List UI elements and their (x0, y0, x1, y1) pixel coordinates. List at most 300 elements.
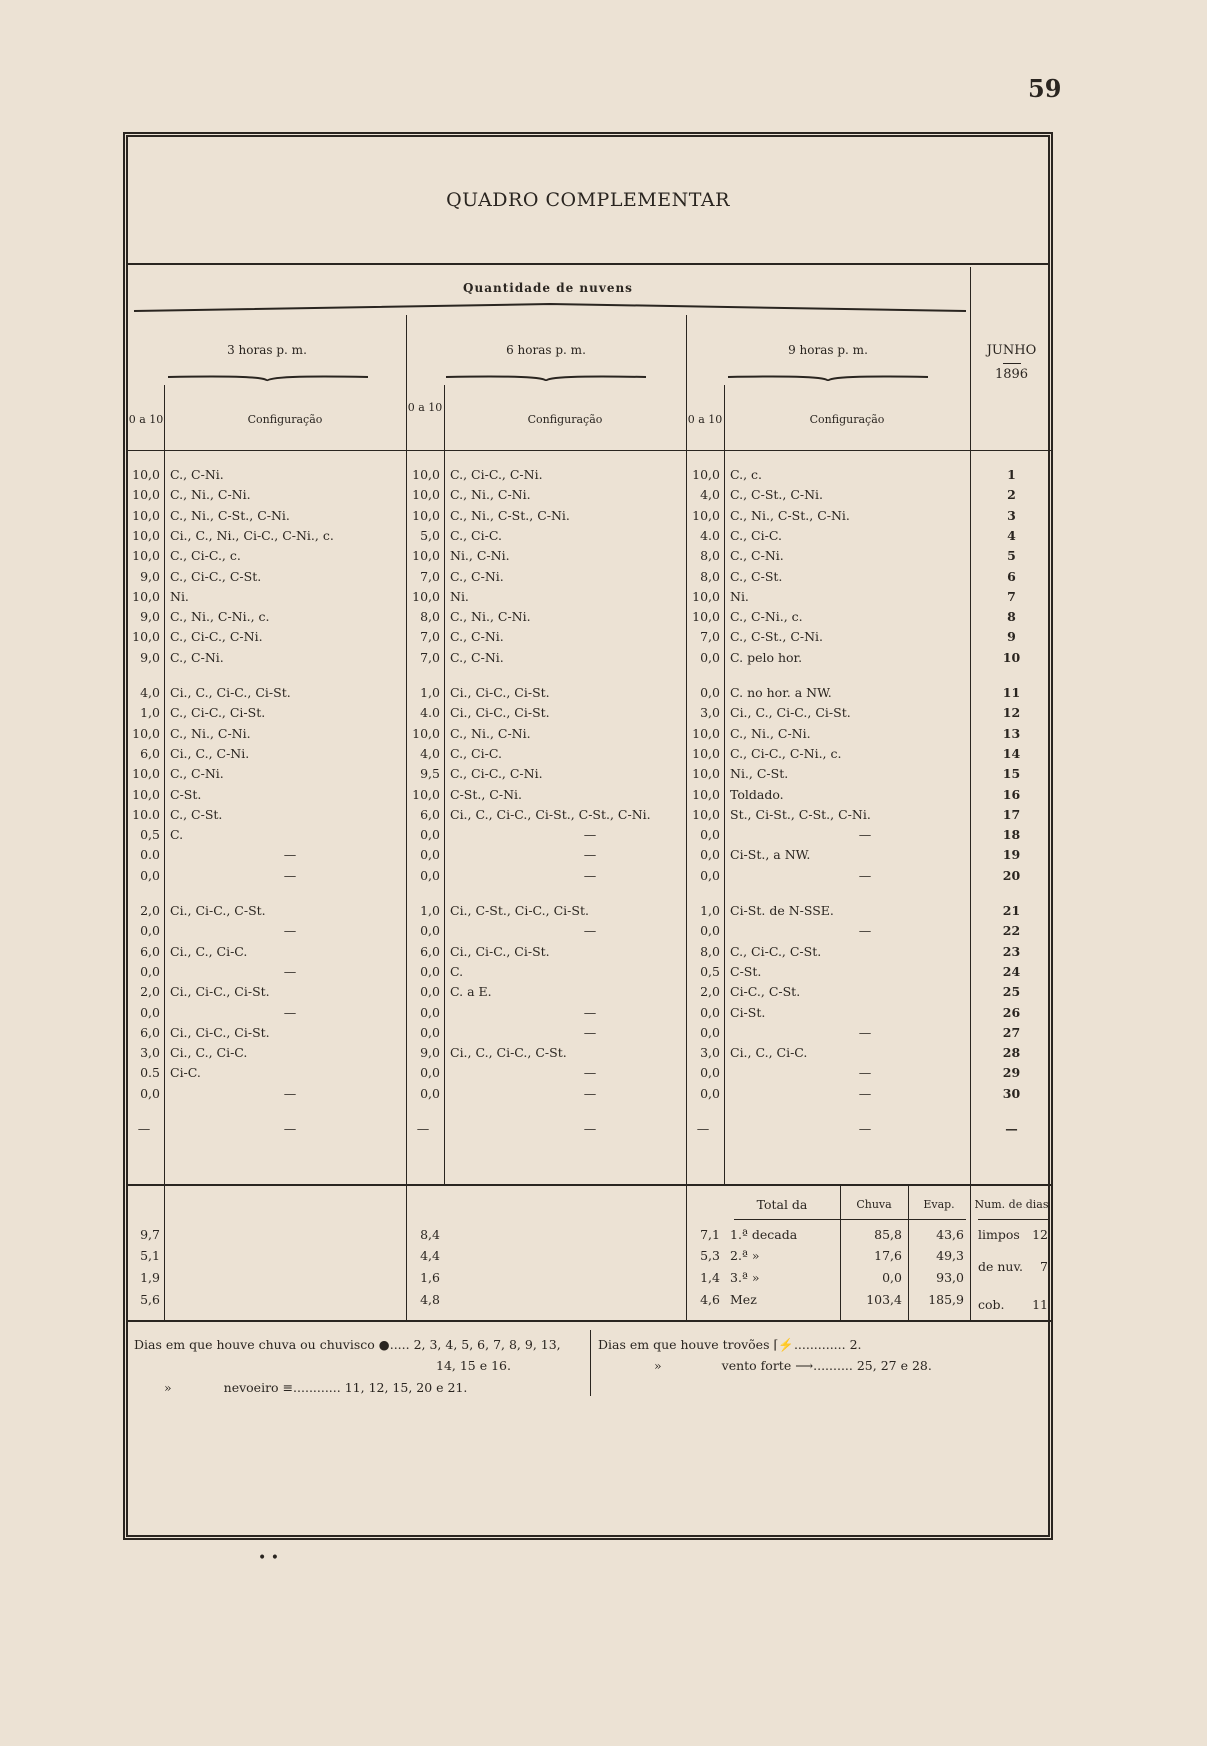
wind-symbol-icon: ⟶ (795, 1358, 814, 1373)
fog-symbol-icon: ≡ (282, 1380, 294, 1395)
cell-6pm-config: Ci., Ci-C., Ci-St. (450, 705, 550, 721)
cell-3pm-value: 2,0 (140, 984, 160, 1000)
cell-6pm-config: C., Ci-C., C-Ni. (450, 766, 543, 782)
cell-9pm-value: 0,0 (700, 827, 720, 843)
cell-6pm-value: 0,0 (420, 963, 440, 979)
summary-9pm: 7,1 (700, 1227, 720, 1242)
cell-6pm-config: — (583, 1004, 597, 1020)
cell-6pm-config: C., C-Ni. (450, 568, 504, 584)
body-sep-3 (444, 450, 445, 1184)
cell-6pm-value: 10,0 (412, 588, 440, 604)
cell-9pm-config: Toldado. (730, 786, 784, 802)
cell-6pm-value: 0,0 (420, 1004, 440, 1020)
cell-9pm-value: 0,0 (700, 1065, 720, 1081)
cell-3pm-config: — (283, 867, 297, 883)
cell-3pm-config: C., Ci-C., C-Ni. (170, 629, 263, 645)
cell-6pm-config: C., C-Ni. (450, 649, 504, 665)
summary-6pm: 8,4 (420, 1227, 440, 1242)
evap-label: Evap. (923, 1198, 955, 1211)
cell-9pm-config: C., Ci-C. (730, 527, 782, 543)
cell-6pm-value: 0,0 (420, 984, 440, 1000)
dias-cob-value: 11 (1032, 1297, 1048, 1312)
cell-3pm-config: Ci., C., Ci-C., Ci-St. (170, 685, 291, 700)
bottom-dots: • • (258, 1550, 279, 1566)
cell-day: 9 (1007, 629, 1016, 645)
cell-6pm-value: 0,0 (420, 1065, 440, 1081)
nevoeiro-leader: ............ (293, 1380, 341, 1395)
cell-9pm-config: C., Ci-C., C-Ni., c. (730, 745, 842, 761)
cell-9pm-config: — (858, 1121, 872, 1136)
cell-day: 6 (1007, 568, 1016, 584)
cell-3pm-value: 9,0 (140, 568, 160, 584)
cell-3pm-config: C-St. (170, 786, 202, 802)
cell-3pm-config: C., C-Ni. (170, 766, 224, 782)
cell-6pm-config: — (583, 827, 597, 843)
cell-6pm-value: 0,0 (420, 1024, 440, 1040)
year-label: 1896 (994, 367, 1029, 382)
cell-9pm-value: 3,0 (700, 705, 720, 721)
cell-6pm-value: 7,0 (420, 568, 440, 584)
cell-9pm-config: C. no hor. a NW. (730, 685, 832, 700)
cell-9pm-config: C., C-Ni., c. (730, 609, 803, 625)
summary-6pm: 4,4 (420, 1248, 440, 1263)
cell-day: 28 (1002, 1045, 1021, 1061)
month-year-rule (1003, 363, 1021, 364)
cell-6pm-config: C., Ci-C., C-Ni. (450, 467, 543, 482)
numdias-label: Num. de dias (974, 1198, 1049, 1211)
cell-3pm-config: C., C-Ni. (170, 649, 224, 665)
cell-day: 25 (1002, 984, 1021, 1000)
cell-6pm-config: — (583, 1024, 597, 1040)
cell-day: 23 (1002, 943, 1021, 959)
dias-nuv-label: de nuv. (978, 1259, 1024, 1274)
cell-3pm-config: C., Ni., C-Ni. (170, 725, 251, 741)
summary-bottom-rule (128, 1320, 1053, 1322)
cell-9pm-config: Ci-C., C-St. (730, 984, 801, 1000)
cell-3pm-value: 2,0 (140, 903, 160, 918)
cell-6pm-value: 10,0 (412, 467, 440, 482)
cell-9pm-value: 4,0 (700, 487, 720, 503)
cell-6pm-value: 0,0 (420, 923, 440, 939)
cell-day: 22 (1002, 923, 1021, 939)
cell-9pm-config: C., Ci-C., C-St. (730, 943, 822, 959)
cell-6pm-value: 10,0 (412, 548, 440, 564)
cell-6pm-config: C., Ni., C-Ni. (450, 487, 531, 503)
cell-3pm-config: Ci., Ci-C., C-St. (170, 903, 266, 918)
cell-day: 7 (1007, 588, 1016, 604)
summary-9pm: 5,3 (700, 1248, 720, 1263)
cell-9pm-value: 10,0 (692, 725, 720, 741)
summary-top-rule (128, 1184, 1053, 1186)
cell-3pm-config: Ci., Ci-C., Ci-St. (170, 984, 270, 1000)
dias-limpos-value: 12 (1032, 1227, 1048, 1242)
body-sep-1 (164, 450, 165, 1320)
vento-leader: .......... (813, 1358, 853, 1373)
cell-9pm-value: 7,0 (700, 629, 720, 645)
cell-3pm-config: Ni. (170, 588, 189, 604)
col-c-scale: 0 a 10 (687, 413, 723, 426)
cell-3pm-value: 10,0 (132, 588, 160, 604)
summary-period: 3.ª » (730, 1270, 760, 1285)
cell-9pm-value: 10,0 (692, 507, 720, 523)
cell-3pm-value: 6,0 (140, 943, 160, 959)
col-b-scale: 0 a 10 (407, 401, 443, 414)
vento-label: vento forte (721, 1358, 792, 1373)
dias-nuv-value: 7 (1040, 1259, 1048, 1274)
summary-evap: 49,3 (936, 1248, 964, 1263)
cell-3pm-config: Ci., C., Ci-C. (170, 943, 248, 959)
cell-6pm-config: — (583, 1065, 597, 1081)
nevoeiro-days: 11, 12, 15, 20 e 21. (344, 1380, 468, 1395)
footer-chuva-days-1: 2, 3, 4, 5, 6, 7, 8, 9, 13, (413, 1337, 561, 1352)
cell-9pm-value: 8,0 (700, 568, 720, 584)
group-header: Quantidade de nuvens (463, 281, 633, 295)
cell-6pm-value: 10,0 (412, 507, 440, 523)
cell-day: 30 (1002, 1085, 1021, 1101)
cell-3pm-value: 10,0 (132, 629, 160, 645)
cell-3pm-value: 1,0 (140, 705, 160, 721)
cell-3pm-value: 0,0 (140, 867, 160, 883)
cell-6pm-config: C., Ci-C. (450, 527, 502, 543)
cell-9pm-config: — (858, 1024, 872, 1040)
cell-day: 11 (1002, 685, 1021, 700)
cell-6pm-config: C. a E. (450, 984, 492, 1000)
cell-9pm-config: Ci-St., a NW. (730, 847, 811, 863)
trovoes-days: 2. (849, 1337, 862, 1352)
cell-9pm-value: 0,0 (700, 1004, 720, 1020)
cell-3pm-value: 10,0 (132, 467, 160, 482)
total-label: Total da (756, 1197, 808, 1212)
cell-3pm-config: — (283, 847, 297, 863)
cell-6pm-value: 10,0 (412, 725, 440, 741)
cell-6pm-config: — (583, 923, 597, 939)
cell-3pm-value: 10,0 (132, 725, 160, 741)
cell-3pm-value: 10,0 (132, 786, 160, 802)
cell-6pm-value: 1,0 (420, 685, 440, 700)
numdias-rule (978, 1219, 1048, 1220)
cell-6pm-value: 0,0 (420, 847, 440, 863)
summary-evap: 43,6 (936, 1227, 964, 1242)
cell-9pm-value: 8,0 (700, 943, 720, 959)
cell-6pm-value: — (416, 1121, 430, 1136)
cell-3pm-config: Ci., C., Ci-C. (170, 1045, 248, 1061)
cell-9pm-value: 2,0 (700, 984, 720, 1000)
summary-6pm: 4,8 (420, 1292, 440, 1307)
footer-chuva-label: Dias em que houve chuva ou chuvisco (134, 1337, 375, 1352)
body-sep-5 (724, 450, 725, 1184)
cell-6pm-config: Ci., C., Ci-C., C-St. (450, 1045, 567, 1061)
cell-6pm-value: 1,0 (420, 903, 440, 918)
cell-9pm-value: 0,5 (700, 963, 720, 979)
cell-3pm-config: C. (170, 827, 184, 843)
cell-3pm-value: 0,5 (140, 827, 160, 843)
cell-9pm-value: 0,0 (700, 649, 720, 665)
cell-9pm-config: — (858, 1065, 872, 1081)
cell-3pm-config: — (283, 923, 297, 939)
cell-9pm-config: St., Ci-St., C-St., C-Ni. (730, 806, 871, 822)
cell-9pm-config: — (858, 867, 872, 883)
cell-9pm-value: 10,0 (692, 745, 720, 761)
cell-9pm-config: Ni., C-St. (730, 766, 789, 782)
cell-6pm-value: 9,5 (420, 766, 440, 782)
cell-3pm-config: — (283, 963, 297, 979)
cell-3pm-value: 0.0 (140, 847, 160, 863)
cell-3pm-value: 10,0 (132, 548, 160, 564)
cell-3pm-config: C., C-St. (170, 806, 223, 822)
cell-9pm-value: 0,0 (700, 923, 720, 939)
cell-6pm-config: — (583, 1085, 597, 1101)
cell-3pm-value: — (137, 1121, 151, 1136)
rain-symbol-icon: ● (378, 1337, 390, 1352)
cell-3pm-config: C., Ci-C., Ci-St. (170, 705, 266, 721)
summary-9pm: 4,6 (700, 1292, 720, 1307)
cell-6pm-value: 8,0 (420, 609, 440, 625)
cell-3pm-value: 0,0 (140, 1085, 160, 1101)
cell-3pm-value: 6,0 (140, 1024, 160, 1040)
cell-day: 3 (1007, 507, 1016, 523)
summary-period: 1.ª decada (730, 1227, 798, 1242)
cell-3pm-config: C., Ci-C., c. (170, 548, 241, 564)
cell-6pm-config: Ni. (450, 588, 469, 604)
footer-chuva-leader: ..... (389, 1337, 410, 1352)
cell-6pm-config: C., Ni., C-Ni. (450, 609, 531, 625)
footer-chuva (134, 1337, 561, 1352)
nevoeiro-prefix: » (164, 1380, 172, 1395)
cell-3pm-config: — (283, 1085, 297, 1101)
cell-9pm-value: 0,0 (700, 867, 720, 883)
cell-3pm-config: C., Ci-C., C-St. (170, 568, 262, 584)
col-b-config: Configuração (527, 413, 603, 426)
cell-day: 1 (1007, 467, 1016, 482)
cell-6pm-config: Ci., C., Ci-C., Ci-St., C-St., C-Ni. (450, 806, 651, 822)
cell-3pm-config: Ci-C. (170, 1065, 201, 1081)
cell-6pm-value: 10,0 (412, 487, 440, 503)
trovoes-label: Dias em que houve trovões (598, 1337, 770, 1352)
cell-6pm-value: 7,0 (420, 629, 440, 645)
summary-6pm: 1,6 (420, 1270, 440, 1285)
cell-6pm-config: Ci., Ci-C., Ci-St. (450, 943, 550, 959)
cell-6pm-value: 6,0 (420, 943, 440, 959)
cell-3pm-value: 3,0 (140, 1045, 160, 1061)
cell-3pm-value: 10,0 (132, 487, 160, 503)
summary-evap: 185,9 (928, 1292, 964, 1307)
cell-6pm-config: C., Ni., C-Ni. (450, 725, 531, 741)
cell-day: 29 (1002, 1065, 1021, 1081)
vento-prefix: » (654, 1358, 662, 1373)
nevoeiro-label: nevoeiro (223, 1380, 279, 1395)
cell-6pm-value: 9,0 (420, 1045, 440, 1061)
cell-9pm-config: C., Ni., C-Ni. (730, 725, 811, 741)
footer-chuva-days-2: 14, 15 e 16. (436, 1358, 511, 1373)
cell-3pm-value: 9,0 (140, 609, 160, 625)
cell-6pm-config: C. (450, 963, 464, 979)
cell-9pm-config: C-St. (730, 963, 762, 979)
summary-evap: 93,0 (936, 1270, 964, 1285)
cell-3pm-value: 10.0 (132, 806, 160, 822)
cell-day: 19 (1002, 847, 1021, 863)
cell-3pm-value: 9,0 (140, 649, 160, 665)
cell-3pm-config: Ci., Ci-C., Ci-St. (170, 1024, 270, 1040)
cell-day: 20 (1002, 867, 1021, 883)
chuva-label: Chuva (856, 1198, 892, 1211)
cell-6pm-config: C., Ni., C-St., C-Ni. (450, 507, 570, 523)
col-c-config: Configuração (809, 413, 885, 426)
thunder-symbol-icon: ⌈⚡ (773, 1337, 794, 1352)
cell-6pm-value: 4.0 (420, 705, 440, 721)
time-3pm: 3 horas p. m. (227, 343, 307, 357)
cell-day: 26 (1002, 1004, 1021, 1020)
cell-3pm-config: C., C-Ni. (170, 467, 224, 482)
cell-3pm-config: — (283, 1004, 297, 1020)
summary-3pm: 1,9 (140, 1270, 160, 1285)
cell-6pm-config: — (583, 1121, 597, 1136)
cell-6pm-value: 5,0 (420, 527, 440, 543)
summary-3pm: 5,6 (140, 1292, 160, 1307)
cell-day: 13 (1002, 725, 1021, 741)
cell-day: 12 (1002, 705, 1021, 721)
footer-trovoes (598, 1337, 862, 1353)
group-brace (134, 303, 966, 313)
cell-9pm-config: C., C-St. (730, 568, 783, 584)
cell-6pm-value: 10,0 (412, 786, 440, 802)
time-braces (128, 373, 970, 383)
cell-3pm-config: Ci., C., C-Ni. (170, 745, 250, 761)
cell-3pm-value: 10,0 (132, 507, 160, 523)
cell-6pm-config: C., Ci-C. (450, 745, 502, 761)
cell-day: 8 (1007, 609, 1016, 625)
cell-9pm-config: C., C-St., C-Ni. (730, 487, 824, 503)
cell-day: 18 (1002, 827, 1021, 843)
cell-day: 24 (1002, 963, 1021, 979)
month-label: JUNHO (986, 343, 1037, 358)
cell-9pm-config: Ci., C., Ci-C., Ci-St. (730, 705, 851, 721)
cell-3pm-value: 10,0 (132, 527, 160, 543)
cell-9pm-config: — (858, 1085, 872, 1101)
cell-9pm-value: 10,0 (692, 786, 720, 802)
cell-9pm-config: Ci-St. (730, 1004, 766, 1020)
summary-chuva: 17,6 (874, 1248, 902, 1263)
summary-chuva: 103,4 (866, 1292, 902, 1307)
cell-3pm-config: C., Ni., C-Ni., c. (170, 609, 270, 625)
cell-6pm-config: C-St., C-Ni. (450, 786, 522, 802)
time-6pm: 6 horas p. m. (506, 343, 586, 357)
cell-day: 14 (1002, 745, 1021, 761)
table-title: QUADRO COMPLEMENTAR (446, 189, 730, 211)
footer-nevoeiro (164, 1380, 467, 1395)
cell-9pm-value: 3,0 (700, 1045, 720, 1061)
cell-9pm-value: 10,0 (692, 806, 720, 822)
cell-3pm-config: C., Ni., C-Ni. (170, 487, 251, 503)
page-number: 59 (1028, 74, 1062, 103)
trovoes-leader: ............. (793, 1337, 846, 1352)
cell-9pm-value: 8,0 (700, 548, 720, 564)
cell-6pm-config: C., C-Ni. (450, 629, 504, 645)
cell-9pm-value: 4.0 (700, 527, 720, 543)
cell-9pm-value: 0,0 (700, 685, 720, 700)
summary-label-rule (734, 1219, 966, 1220)
cell-day: 4 (1007, 527, 1016, 543)
cell-9pm-value: 10,0 (692, 467, 720, 482)
cell-6pm-value: 0,0 (420, 827, 440, 843)
cell-9pm-value: 0,0 (700, 1085, 720, 1101)
header-bottom-rule (128, 450, 1053, 451)
cell-9pm-value: 1,0 (700, 903, 720, 918)
cell-day: 16 (1002, 786, 1021, 802)
cell-day: 27 (1002, 1024, 1021, 1040)
cell-day: 21 (1002, 903, 1021, 918)
cell-9pm-config: C., Ni., C-St., C-Ni. (730, 507, 850, 523)
cell-6pm-config: Ci., Ci-C., Ci-St. (450, 685, 550, 700)
vento-days: 25, 27 e 28. (856, 1358, 932, 1373)
cell-3pm-value: 0,0 (140, 963, 160, 979)
summary-period: 2.ª » (730, 1248, 760, 1263)
cell-9pm-value: — (696, 1121, 710, 1136)
cell-6pm-config: — (583, 867, 597, 883)
cell-6pm-config: Ni., C-Ni. (450, 548, 510, 564)
cell-3pm-value: 10,0 (132, 766, 160, 782)
cell-day: 2 (1007, 487, 1016, 503)
cell-9pm-config: — (858, 827, 872, 843)
summary-chuva: 0,0 (882, 1270, 902, 1285)
col-a-scale: 0 a 10 (128, 413, 164, 426)
dias-cob-label: cob. (978, 1297, 1005, 1312)
cell-6pm-value: 0,0 (420, 867, 440, 883)
dias-limpos-label: limpos (978, 1227, 1020, 1242)
cell-9pm-config: C., C-St., C-Ni. (730, 629, 824, 645)
cell-6pm-value: 7,0 (420, 649, 440, 665)
cell-3pm-value: 0,0 (140, 1004, 160, 1020)
cell-day: 10 (1002, 649, 1021, 665)
cell-day: 15 (1002, 766, 1021, 782)
cell-day: 5 (1007, 548, 1016, 564)
cell-9pm-config: — (858, 923, 872, 939)
cell-6pm-value: 4,0 (420, 745, 440, 761)
cell-9pm-config: C., C-Ni. (730, 548, 784, 564)
summary-3pm: 5,1 (140, 1248, 160, 1263)
col-a-config: Configuração (247, 413, 323, 426)
cell-3pm-config: — (283, 1121, 297, 1136)
cell-9pm-value: 0,0 (700, 847, 720, 863)
cell-6pm-config: Ci., C-St., Ci-C., Ci-St. (450, 903, 589, 918)
footer-vento (654, 1358, 932, 1373)
cell-9pm-config: Ci., C., Ci-C. (730, 1045, 808, 1061)
cell-9pm-value: 10,0 (692, 588, 720, 604)
cell-6pm-value: 0,0 (420, 1085, 440, 1101)
cell-day: 17 (1002, 806, 1021, 822)
cell-6pm-value: 6,0 (420, 806, 440, 822)
cell-9pm-config: Ci-St. de N-SSE. (730, 903, 834, 918)
cell-6pm-config: — (583, 847, 597, 863)
cell-day: — (1005, 1121, 1018, 1136)
summary-3pm: 9,7 (140, 1227, 160, 1242)
cell-9pm-value: 10,0 (692, 766, 720, 782)
cell-9pm-config: C. pelo hor. (730, 649, 803, 665)
cell-3pm-value: 6,0 (140, 745, 160, 761)
title-rule (128, 263, 1048, 265)
cell-3pm-value: 0,0 (140, 923, 160, 939)
cell-9pm-value: 0,0 (700, 1024, 720, 1040)
time-9pm: 9 horas p. m. (788, 343, 868, 357)
table-frame (123, 132, 1053, 1540)
cell-9pm-value: 10,0 (692, 609, 720, 625)
footer-sep (590, 1330, 591, 1396)
summary-period: Mez (730, 1292, 757, 1307)
cell-3pm-value: 4,0 (140, 685, 160, 700)
cell-3pm-config: C., Ni., C-St., C-Ni. (170, 507, 290, 523)
cell-3pm-config: Ci., C., Ni., Ci-C., C-Ni., c. (170, 527, 334, 543)
cell-3pm-value: 0.5 (140, 1065, 160, 1081)
summary-chuva: 85,8 (874, 1227, 902, 1242)
